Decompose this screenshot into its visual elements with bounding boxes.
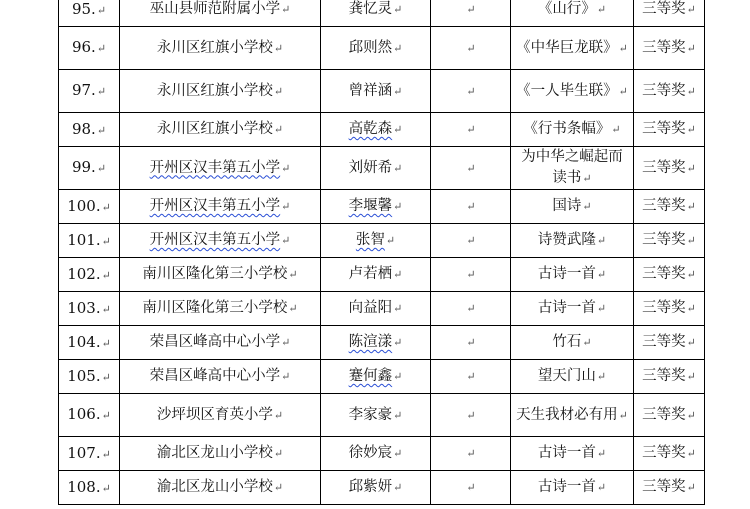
cell-name-text: 徐妙宸	[348, 445, 393, 461]
paragraph-mark-icon: ↵	[466, 123, 476, 136]
cell-number-text: 103.	[67, 298, 101, 317]
cell-school-text: 沙坪坝区育英小学	[156, 406, 273, 423]
award-table-body	[59, 0, 705, 505]
cell-school-text: 荣昌区峰高中心小学	[149, 334, 281, 350]
cell-title	[511, 147, 634, 190]
paragraph-mark-icon: ↵	[686, 370, 696, 383]
cell-award-text: 三等奖	[642, 39, 686, 56]
cell-title	[511, 437, 634, 471]
cell-title-text: 古诗一首	[537, 445, 596, 461]
table-row	[59, 471, 705, 505]
paragraph-mark-icon: ↵	[466, 447, 476, 460]
cell-award-text: 三等奖	[642, 300, 686, 316]
cell-empty	[431, 471, 511, 505]
cell-name	[321, 147, 431, 190]
paragraph-mark-icon: ↵	[582, 172, 592, 185]
cell-title-text: 《中华巨龙联》	[516, 39, 618, 56]
cell-number	[59, 326, 120, 360]
cell-school	[120, 326, 321, 360]
paragraph-mark-icon: ↵	[393, 41, 403, 55]
cell-title-text: 国诗	[552, 198, 582, 214]
cell-award-text: 三等奖	[642, 479, 686, 495]
paragraph-mark-icon: ↵	[96, 42, 107, 55]
cell-number-text: 101.	[67, 230, 101, 249]
cell-empty	[431, 224, 511, 258]
cell-name-text: 陈渲漾	[348, 334, 393, 350]
cell-title	[511, 258, 634, 292]
cell-name	[321, 258, 431, 292]
cell-name	[321, 0, 431, 27]
paragraph-mark-icon: ↵	[101, 336, 111, 350]
paragraph-mark-icon: ↵	[101, 268, 111, 282]
cell-number	[59, 258, 120, 292]
cell-award-text: 三等奖	[642, 1, 686, 17]
cell-name-text: 刘妍希	[348, 159, 393, 176]
paragraph-mark-icon: ↵	[466, 408, 476, 422]
cell-school	[120, 394, 321, 437]
paragraph-mark-icon: ↵	[273, 84, 284, 98]
cell-award	[634, 70, 705, 113]
cell-number	[59, 0, 120, 27]
cell-title	[511, 113, 634, 147]
cell-name	[321, 360, 431, 394]
cell-name	[321, 27, 431, 70]
cell-school-text: 开州区汉丰第五小学	[149, 159, 281, 176]
cell-title-text: 古诗一首	[537, 479, 596, 495]
paragraph-mark-icon: ↵	[582, 200, 592, 213]
cell-number-text: 96.	[71, 38, 96, 56]
cell-award-text: 三等奖	[642, 266, 686, 282]
cell-title	[511, 326, 634, 360]
cell-name	[321, 224, 431, 258]
cell-empty	[431, 70, 511, 113]
paragraph-mark-icon: ↵	[281, 234, 291, 247]
cell-number-text: 105.	[67, 366, 101, 385]
paragraph-mark-icon: ↵	[596, 370, 607, 383]
cell-name-text: 邱紫妍	[348, 479, 393, 495]
cell-award	[634, 326, 705, 360]
cell-number-text: 97.	[71, 81, 96, 99]
cell-award-text: 三等奖	[642, 445, 686, 461]
cell-number	[59, 147, 120, 190]
cell-award	[634, 258, 705, 292]
cell-school-text: 永川区红旗小学校	[156, 121, 273, 137]
paragraph-mark-icon: ↵	[393, 408, 403, 422]
paragraph-mark-icon: ↵	[281, 161, 291, 175]
paragraph-mark-icon: ↵	[393, 200, 403, 213]
cell-award-text: 三等奖	[642, 159, 686, 176]
cell-award-text: 三等奖	[642, 82, 686, 99]
paragraph-mark-icon: ↵	[101, 447, 111, 461]
paragraph-mark-icon: ↵	[686, 200, 696, 213]
cell-number-text: 100.	[67, 196, 101, 215]
cell-number	[59, 360, 120, 394]
cell-number	[59, 113, 120, 147]
cell-number	[59, 292, 120, 326]
table-row	[59, 224, 705, 258]
paragraph-mark-icon: ↵	[686, 123, 696, 136]
paragraph-mark-icon: ↵	[393, 84, 403, 98]
cell-school-text: 南川区隆化第三小学校	[142, 300, 288, 316]
cell-title-text: 《行书条幅》	[523, 121, 611, 137]
cell-number-text: 95.	[71, 0, 96, 18]
paragraph-mark-icon: ↵	[101, 409, 111, 422]
paragraph-mark-icon: ↵	[385, 234, 396, 247]
cell-award	[634, 292, 705, 326]
table-row	[59, 292, 705, 326]
cell-title	[511, 360, 634, 394]
cell-award-text: 三等奖	[642, 368, 686, 384]
cell-name	[321, 326, 431, 360]
cell-school-text: 荣昌区峰高中心小学	[149, 368, 281, 384]
cell-number-text: 104.	[67, 332, 101, 351]
paragraph-mark-icon: ↵	[686, 408, 696, 422]
cell-empty	[431, 292, 511, 326]
paragraph-mark-icon: ↵	[101, 234, 111, 248]
cell-title-text: 诗赞武隆	[537, 232, 596, 248]
cell-number-text: 98.	[71, 119, 96, 138]
cell-award-text: 三等奖	[642, 406, 686, 423]
cell-award	[634, 27, 705, 70]
cell-title	[511, 190, 634, 224]
paragraph-mark-icon: ↵	[596, 302, 607, 315]
cell-school	[120, 360, 321, 394]
cell-title	[511, 224, 634, 258]
cell-number	[59, 437, 120, 471]
paragraph-mark-icon: ↵	[96, 162, 107, 175]
paragraph-mark-icon: ↵	[686, 161, 696, 175]
paragraph-mark-icon: ↵	[466, 302, 476, 315]
paragraph-mark-icon: ↵	[393, 161, 403, 175]
cell-number-text: 108.	[67, 477, 101, 496]
cell-number	[59, 224, 120, 258]
paragraph-mark-icon: ↵	[686, 481, 696, 494]
cell-title-text: 《山行》	[537, 1, 596, 17]
table-row	[59, 0, 705, 27]
paragraph-mark-icon: ↵	[466, 161, 476, 175]
cell-number	[59, 27, 120, 70]
cell-award	[634, 113, 705, 147]
table-row	[59, 70, 705, 113]
paragraph-mark-icon: ↵	[273, 408, 284, 422]
cell-name-text: 李家豪	[348, 406, 393, 423]
paragraph-mark-icon: ↵	[393, 123, 403, 136]
cell-name-text: 张智	[355, 232, 385, 248]
table-row	[59, 147, 705, 190]
paragraph-mark-icon: ↵	[393, 447, 403, 460]
cell-award	[634, 437, 705, 471]
cell-award	[634, 224, 705, 258]
cell-school	[120, 70, 321, 113]
cell-empty	[431, 258, 511, 292]
paragraph-mark-icon: ↵	[466, 234, 476, 247]
cell-school-text: 渝北区龙山小学校	[156, 445, 273, 461]
paragraph-mark-icon: ↵	[466, 200, 476, 213]
cell-empty	[431, 360, 511, 394]
paragraph-mark-icon: ↵	[281, 370, 291, 383]
cell-number-text: 99.	[71, 158, 96, 176]
cell-award	[634, 0, 705, 27]
paragraph-mark-icon: ↵	[686, 3, 696, 16]
cell-empty	[431, 437, 511, 471]
cell-name	[321, 292, 431, 326]
paragraph-mark-icon: ↵	[273, 123, 284, 136]
paragraph-mark-icon: ↵	[466, 370, 476, 383]
cell-name-text: 邱则然	[348, 39, 393, 56]
cell-school-text: 巫山县师范附属小学	[149, 1, 281, 17]
paragraph-mark-icon: ↵	[96, 3, 107, 17]
cell-name-text: 高乾森	[348, 121, 393, 137]
cell-name-text: 龚忆灵	[348, 1, 393, 17]
cell-number	[59, 190, 120, 224]
cell-name	[321, 437, 431, 471]
table-row	[59, 360, 705, 394]
cell-school-text: 南川区隆化第三小学校	[142, 266, 288, 282]
cell-school	[120, 190, 321, 224]
cell-title-text: 竹石	[552, 334, 582, 350]
paragraph-mark-icon: ↵	[686, 447, 696, 460]
paragraph-mark-icon: ↵	[273, 41, 284, 55]
cell-award-text: 三等奖	[642, 334, 686, 350]
cell-number	[59, 471, 120, 505]
paragraph-mark-icon: ↵	[596, 268, 607, 281]
cell-name-text: 曾祥涵	[348, 82, 393, 99]
paragraph-mark-icon: ↵	[466, 3, 476, 16]
cell-school	[120, 258, 321, 292]
cell-title	[511, 471, 634, 505]
cell-title	[511, 0, 634, 27]
cell-name-text: 卢若栖	[348, 266, 393, 282]
cell-empty	[431, 326, 511, 360]
cell-title-text: 古诗一首	[537, 300, 596, 316]
paragraph-mark-icon: ↵	[96, 85, 107, 98]
cell-school	[120, 224, 321, 258]
cell-number-text: 107.	[67, 443, 101, 462]
cell-school	[120, 437, 321, 471]
cell-title-text: 《一人毕生联》	[516, 82, 618, 99]
paragraph-mark-icon: ↵	[466, 481, 476, 494]
cell-name	[321, 394, 431, 437]
cell-school	[120, 0, 321, 27]
paragraph-mark-icon: ↵	[393, 370, 403, 383]
cell-name-text: 向益阳	[348, 300, 393, 316]
cell-award	[634, 394, 705, 437]
paragraph-mark-icon: ↵	[686, 234, 696, 247]
paragraph-mark-icon: ↵	[273, 481, 284, 494]
cell-title-text: 古诗一首	[537, 266, 596, 282]
table-row	[59, 326, 705, 360]
cell-school	[120, 292, 321, 326]
paragraph-mark-icon: ↵	[101, 481, 111, 495]
paragraph-mark-icon: ↵	[466, 336, 476, 349]
cell-school-text: 开州区汉丰第五小学	[149, 198, 281, 214]
cell-empty	[431, 394, 511, 437]
paragraph-mark-icon: ↵	[288, 302, 298, 315]
cell-school-text: 渝北区龙山小学校	[156, 479, 273, 495]
cell-award	[634, 360, 705, 394]
paragraph-mark-icon: ↵	[596, 447, 607, 460]
table-row	[59, 113, 705, 147]
award-table	[58, 0, 705, 505]
cell-title	[511, 292, 634, 326]
table-row	[59, 258, 705, 292]
paragraph-mark-icon: ↵	[466, 41, 476, 55]
cell-empty	[431, 190, 511, 224]
cell-number-text: 102.	[67, 264, 101, 283]
table-row	[59, 190, 705, 224]
paragraph-mark-icon: ↵	[618, 408, 628, 422]
paragraph-mark-icon: ↵	[686, 336, 696, 349]
table-row	[59, 394, 705, 437]
cell-name	[321, 70, 431, 113]
cell-award	[634, 471, 705, 505]
paragraph-mark-icon: ↵	[596, 3, 607, 16]
cell-name-text: 李堰馨	[348, 198, 393, 214]
cell-empty	[431, 113, 511, 147]
paragraph-mark-icon: ↵	[618, 84, 628, 98]
paragraph-mark-icon: ↵	[101, 200, 111, 214]
paragraph-mark-icon: ↵	[281, 200, 291, 213]
paragraph-mark-icon: ↵	[288, 268, 298, 281]
cell-award-text: 三等奖	[642, 121, 686, 137]
paragraph-mark-icon: ↵	[281, 3, 291, 16]
paragraph-mark-icon: ↵	[686, 84, 696, 98]
paragraph-mark-icon: ↵	[618, 41, 628, 55]
cell-number	[59, 70, 120, 113]
paragraph-mark-icon: ↵	[686, 41, 696, 55]
cell-number-text: 106.	[67, 405, 101, 423]
cell-name	[321, 113, 431, 147]
paragraph-mark-icon: ↵	[393, 481, 403, 494]
cell-award-text: 三等奖	[642, 232, 686, 248]
cell-school-text: 开州区汉丰第五小学	[149, 232, 281, 248]
paragraph-mark-icon: ↵	[611, 123, 621, 136]
paragraph-mark-icon: ↵	[101, 302, 111, 316]
cell-title-text: 天生我材必有用	[516, 406, 618, 423]
cell-empty	[431, 27, 511, 70]
cell-empty	[431, 0, 511, 27]
table-row	[59, 27, 705, 70]
paragraph-mark-icon: ↵	[273, 447, 284, 460]
cell-school	[120, 27, 321, 70]
paragraph-mark-icon: ↵	[393, 336, 403, 349]
cell-name-text: 蹇何鑫	[348, 368, 393, 384]
paragraph-mark-icon: ↵	[686, 302, 696, 315]
paragraph-mark-icon: ↵	[686, 268, 696, 281]
cell-school	[120, 147, 321, 190]
cell-title	[511, 27, 634, 70]
cell-award-text: 三等奖	[642, 198, 686, 214]
cell-title	[511, 70, 634, 113]
paragraph-mark-icon: ↵	[393, 302, 403, 315]
paragraph-mark-icon: ↵	[101, 370, 111, 384]
paragraph-mark-icon: ↵	[96, 123, 107, 137]
cell-school	[120, 113, 321, 147]
cell-title-text: 望天门山	[537, 368, 596, 384]
cell-title	[511, 394, 634, 437]
cell-number	[59, 394, 120, 437]
cell-school	[120, 471, 321, 505]
paragraph-mark-icon: ↵	[596, 234, 607, 247]
cell-school-text: 永川区红旗小学校	[156, 39, 273, 56]
paragraph-mark-icon: ↵	[393, 268, 403, 281]
paragraph-mark-icon: ↵	[582, 336, 592, 349]
cell-award	[634, 190, 705, 224]
paragraph-mark-icon: ↵	[281, 336, 291, 349]
cell-empty	[431, 147, 511, 190]
cell-name	[321, 190, 431, 224]
paragraph-mark-icon: ↵	[466, 268, 476, 281]
paragraph-mark-icon: ↵	[466, 84, 476, 98]
cell-name	[321, 471, 431, 505]
paragraph-mark-icon: ↵	[393, 3, 403, 16]
cell-school-text: 永川区红旗小学校	[156, 82, 273, 99]
paragraph-mark-icon: ↵	[596, 481, 607, 494]
cell-title-text: 为中华之崛起而读书	[521, 149, 623, 186]
table-row	[59, 437, 705, 471]
cell-award	[634, 147, 705, 190]
